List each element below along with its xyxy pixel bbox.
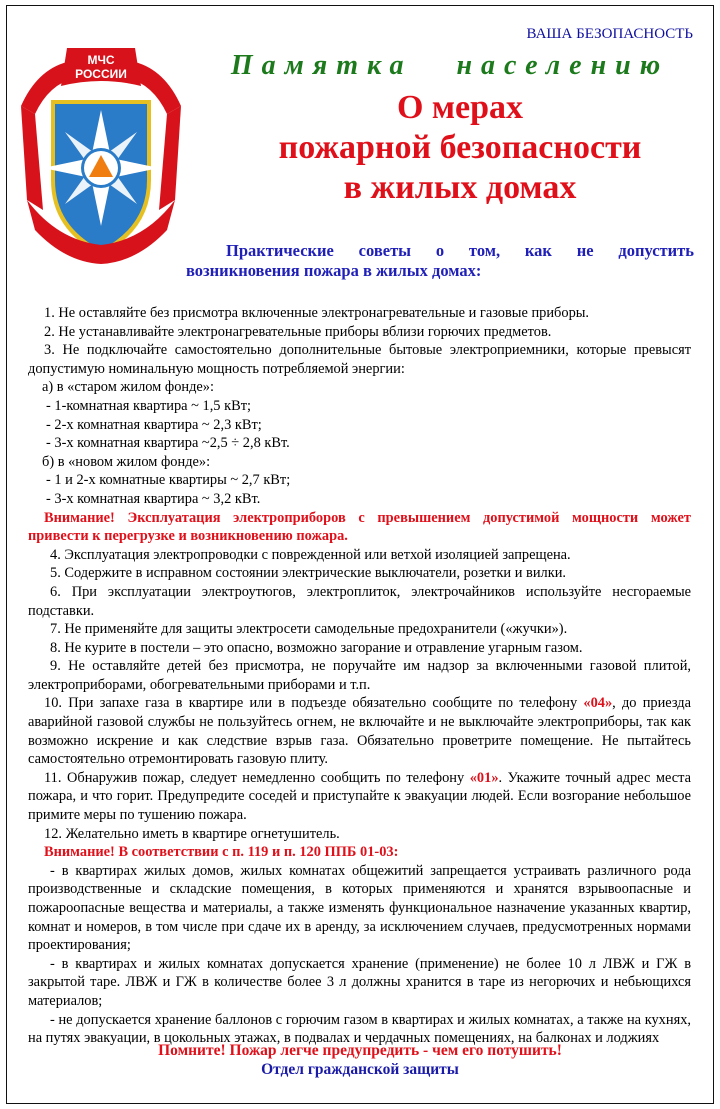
list-item bbox=[28, 694, 691, 768]
subtitle bbox=[186, 241, 694, 281]
mchs-emblem-icon bbox=[17, 40, 185, 265]
top-label: ВАША БЕЗОПАСНОСТЬ bbox=[526, 26, 693, 42]
list-item-text: , до приезда аварийной газовой службы не пользуйтесь огнем, не включайте и не выключайте электроприборы, так как возможно искрение и как следствие взрыв газа. Обязательно проветрите помещение. Не пытайтесь самостоятельно отремонтировать газовую плиту. bbox=[28, 695, 691, 768]
list-item: 9. Не оставляйте детей без присмотра, не поручайте им надзор за включенными газовой плитой, электроприборами, обогревательными приборами и т.п. bbox=[28, 658, 691, 693]
list-item: б) в «новом жилом фонде»: bbox=[42, 453, 211, 470]
footer-slogan: Помните! Пожар легче предупредить - чем его потушить! bbox=[158, 1042, 562, 1059]
list-item: 8. Не курите в постели – это опасно, возможно загорание и отравление угарным газом. bbox=[50, 639, 583, 656]
list-item: - 3-х комнатная квартира ~2,5 ÷ 2,8 кВт. bbox=[46, 435, 290, 452]
memo-heading: Памятка населению bbox=[230, 50, 670, 81]
list-item: а) в «старом жилом фонде»: bbox=[42, 379, 214, 396]
footer-department: Отдел гражданской защиты bbox=[261, 1061, 459, 1078]
subtitle-line: Практические советы о том, как не допустить bbox=[226, 241, 694, 260]
rule-paragraph: - не допускается хранение баллонов с горючим газом в квартирах и жилых комнатах, а также на кухнях, на путях эвакуации, в цокольных этажах, в подвалах и чердачных помещениях, на балконах и лоджиях bbox=[28, 1011, 691, 1047]
list-item-text: . Укажите точный адрес места пожара, и что горит. Предупредите соседей и приступайте к эвакуации людей. Если возгорание небольшое примите меры по тушению пожара. bbox=[28, 769, 691, 824]
svg-text:РОССИИ: РОССИИ bbox=[75, 67, 127, 81]
warning-text: Внимание! В соответствии с п. 119 и п. 120 ППБ 01-03: bbox=[44, 844, 399, 861]
list-item-text: 11. Обнаружив пожар, следует немедленно сообщить по телефону bbox=[44, 769, 470, 786]
list-item: - 1 и 2-х комнатные квартиры ~ 2,7 кВт; bbox=[46, 472, 291, 489]
list-item: 4. Эксплуатация электропроводки с поврежденной или ветхой изоляцией запрещена. bbox=[50, 546, 571, 563]
list-item: 12. Желательно иметь в квартире огнетушитель. bbox=[44, 825, 340, 842]
title-line: в жилых домах bbox=[343, 169, 577, 206]
list-item: 3. Не подключайте самостоятельно дополнительные бытовые электроприемники, которые превысят допустимую номинальную мощность потребляемой энергии: bbox=[28, 342, 691, 377]
list-item: - 3-х комнатная квартира ~ 3,2 кВт. bbox=[46, 490, 261, 507]
title-line: О мерах bbox=[396, 89, 524, 126]
list-item: 5. Содержите в исправном состоянии электрические выключатели, розетки и вилки. bbox=[50, 565, 566, 582]
list-item-text: 10. При запахе газа в квартире или в подъезде обязательно сообщите по телефону bbox=[44, 695, 584, 712]
rule-paragraph: - в квартирах и жилых комнатах допускается хранение (применение) не более 10 л ЛВЖ и ГЖ в закрытой таре. ЛВЖ и ГЖ в количестве более 3 л должны хранится в таре из негорючих и небьющихся материалов; bbox=[28, 955, 691, 1009]
warning-text: Внимание! Эксплуатация электроприборов с превышением допустимой мощности может привести к перегрузке и возникновению пожара. bbox=[28, 509, 691, 545]
list-item: 7. Не применяйте для защиты электросети самодельные предохранители («жучки»). bbox=[50, 621, 568, 638]
svg-text:МЧС: МЧС bbox=[87, 53, 115, 67]
list-item: 2. Не устанавливайте электронагревательные приборы вблизи горючих предметов. bbox=[44, 323, 552, 340]
list-item bbox=[28, 769, 691, 825]
page-title bbox=[200, 88, 720, 208]
advice-list bbox=[28, 304, 691, 1048]
phone-number: «04» bbox=[583, 695, 613, 712]
list-item: 1. Не оставляйте без присмотра включенные электронагревательные и газовые приборы. bbox=[44, 305, 590, 321]
title-line: пожарной безопасности bbox=[278, 129, 642, 166]
list-item: - 2-х комнатная квартира ~ 2,3 кВт; bbox=[46, 416, 262, 433]
list-item: - 1-комнатная квартира ~ 1,5 кВт; bbox=[46, 397, 251, 414]
list-item: 6. При эксплуатации электроутюгов, электроплиток, электрочайников используйте несгораемые подставки. bbox=[28, 583, 691, 619]
subtitle-line: возникновения пожара в жилых домах: bbox=[186, 261, 482, 280]
phone-number: «01» bbox=[469, 769, 499, 786]
rule-paragraph: - в квартирах жилых домов, жилых комнатах общежитий запрещается устраивать различного рода производственные и складские помещения, в которых применяются и хранятся взрывоопасные и пожароопасные вещества и материалы, а также изменять функциональное назначение указанных квартир, комнат и номеров, в том числе при сдаче их в аренду, за исключением случаев, предусмотренных нормами проектирования; bbox=[28, 862, 691, 954]
